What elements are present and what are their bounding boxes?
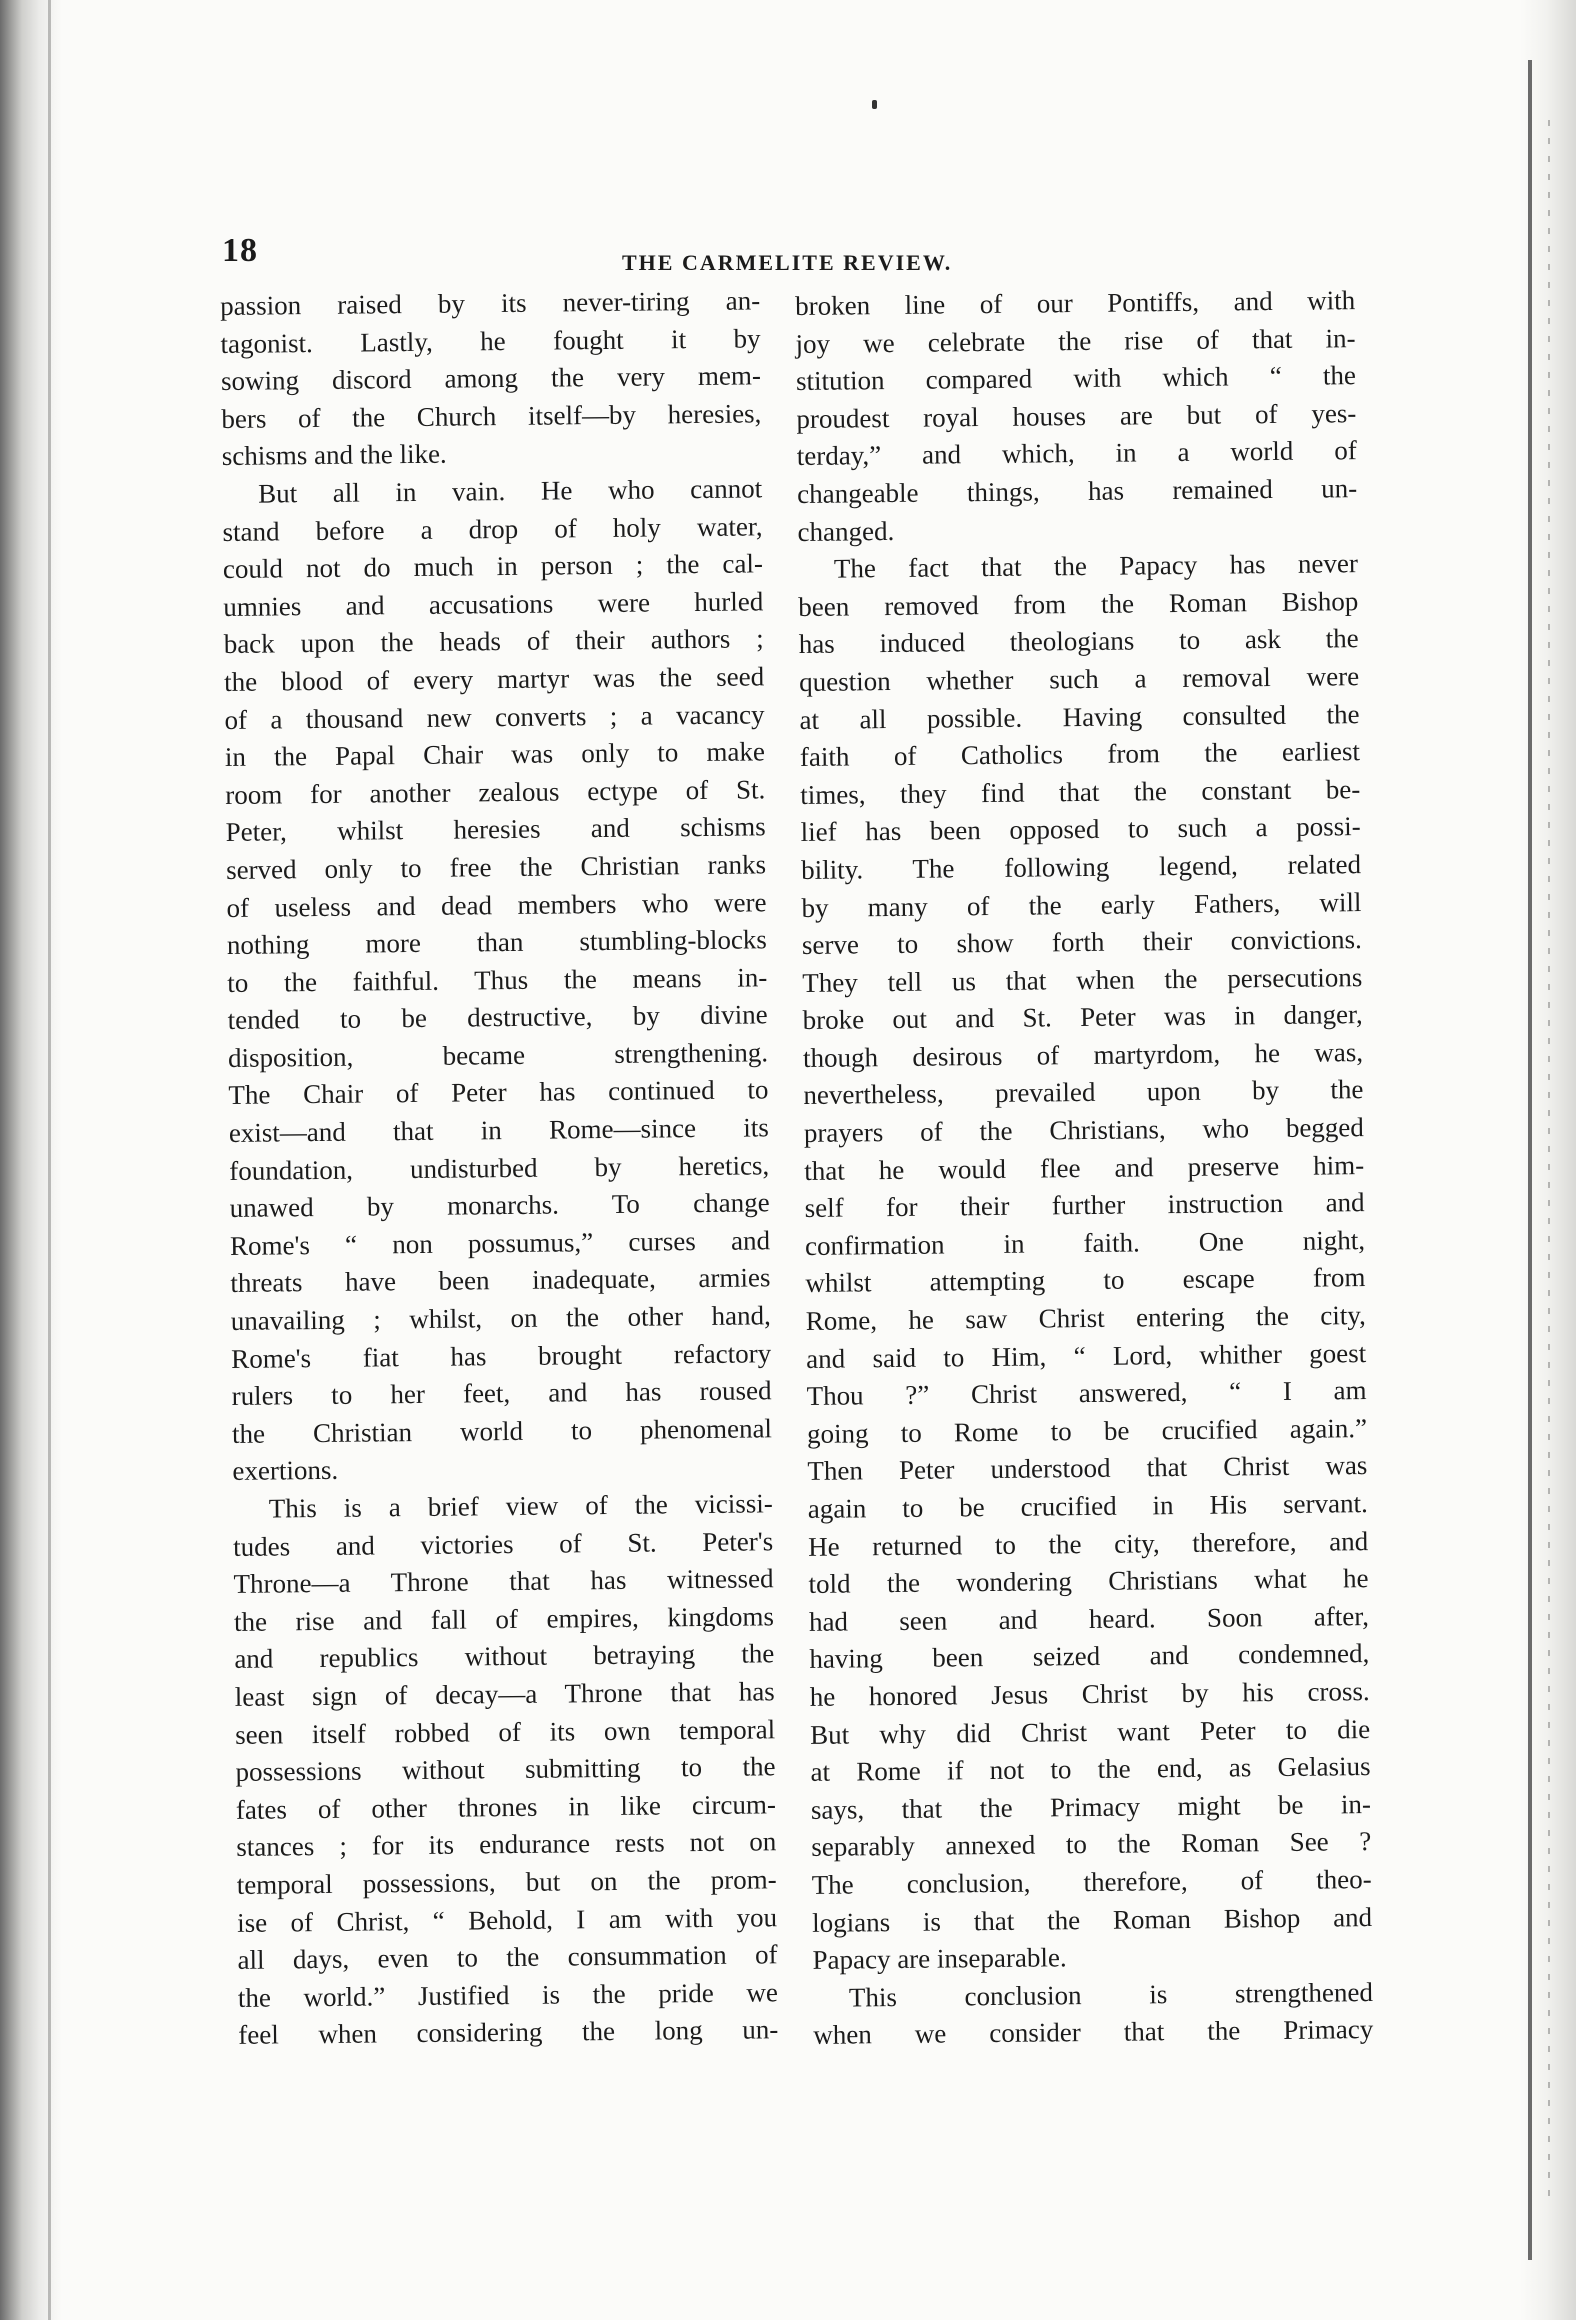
text-line: the blood of every martyr was the seed [223, 661, 765, 697]
text-line: Then Peter understood that Christ was [807, 1450, 1368, 1487]
text-line: prayers of the Christians, who begged [803, 1112, 1364, 1149]
paragraph-start-line: The fact that the Papacy has never [833, 548, 1359, 584]
text-line: of a thousand new converts ; a vacancy [224, 698, 765, 735]
text-line: fates of other thrones in like circum- [235, 1789, 777, 1825]
text-line: when we consider that the Primacy [813, 2014, 1374, 2051]
page-header [222, 232, 1362, 284]
text-line: by many of the early Fathers, will [801, 886, 1362, 923]
ink-speck [872, 100, 877, 109]
text-line: times, they find that the constant be- [800, 773, 1361, 810]
text-line: room for another zealous ectype of St. [225, 774, 766, 810]
text-line: told the wondering Christians what he [808, 1563, 1369, 1600]
text-line: temporal possessions, but on the prom- [236, 1864, 777, 1900]
text-line: tagonist. Lastly, he fought it by [220, 322, 761, 359]
text-line: disposition, became strengthening. [227, 1037, 769, 1073]
text-line: Thou ?” Christ answered, “ I am [806, 1375, 1367, 1412]
text-line: joy we celebrate the rise of that in- [795, 322, 1356, 359]
text-line: feel when considering the long un- [238, 2014, 779, 2051]
text-line: having been seized and condemned, [809, 1638, 1370, 1675]
text-line: lief has been opposed to such a possi- [800, 811, 1361, 848]
text-line: again to be crucified in His servant. [807, 1488, 1368, 1524]
text-line: faith of Catholics from the earliest [799, 736, 1361, 773]
text-line: stand before a drop of holy water, [222, 510, 763, 547]
text-line: the world.” Justified is the pride we [237, 1976, 779, 2013]
page-right-edge [1520, 0, 1576, 2320]
text-line: tudes and victories of St. Peter's [233, 1525, 774, 1562]
text-line: least sign of decay—a Throne that has [234, 1676, 775, 1712]
text-line: unawed by monarchs. To change [229, 1187, 770, 1224]
text-line: stitution compared with which “ the [795, 360, 1357, 397]
text-line: could not do much in person ; the cal- [222, 548, 764, 585]
text-line: the Christian world to phenomenal [231, 1413, 773, 1449]
text-line: question whether such a removal were [798, 661, 1360, 697]
page-binding-edge [0, 0, 62, 2320]
text-line: Rome's fiat has brought refactory [231, 1337, 772, 1374]
text-line: has induced theologians to ask the [798, 623, 1359, 660]
text-line: nevertheless, prevailed upon by the [803, 1074, 1364, 1111]
text-line: schisms and the like. [221, 439, 447, 472]
page-number: 18 [222, 232, 258, 269]
paragraph-start-line: But all in vain. He who cannot [257, 473, 763, 509]
text-line: passion raised by its never-tiring an- [220, 285, 761, 321]
text-line: says, that the Primacy might be in- [810, 1788, 1372, 1825]
text-line: confirmation in faith. One night, [804, 1224, 1366, 1261]
text-line: umnies and accusations were hurled [223, 586, 764, 622]
text-line: Rome, he saw Christ entering the city, [805, 1300, 1366, 1336]
text-line: back upon the heads of their authors ; [223, 623, 764, 660]
text-line: the rise and fall of empires, kingdoms [233, 1601, 775, 1637]
running-title: THE CARMELITE REVIEW. [622, 250, 953, 275]
text-line: been removed from the Roman Bishop [798, 585, 1359, 622]
text-line: nothing more than stumbling-blocks [226, 924, 768, 961]
text-line: though desirous of martyrdom, he was, [802, 1036, 1364, 1073]
text-line: had seen and heard. Soon after, [808, 1600, 1370, 1637]
text-line: whilst attempting to escape from [805, 1262, 1366, 1299]
paragraph-start-line: This conclusion is strengthened [848, 1976, 1374, 2013]
text-line: foundation, undisturbed by heretics, [229, 1149, 770, 1186]
text-line: changed. [797, 515, 895, 547]
text-line: broke out and St. Peter was in danger, [802, 999, 1363, 1036]
text-line: going to Rome to be crucified again.” [806, 1412, 1368, 1449]
text-line: and said to Him, “ Lord, whither goest [806, 1337, 1367, 1374]
right-column [795, 282, 1373, 2055]
text-line: possessions without submitting to the [235, 1751, 776, 1788]
text-line: terday,” and which, in a world of [796, 435, 1357, 472]
text-line: bility. The following legend, related [800, 849, 1362, 885]
text-line: broken line of our Pontiffs, and with [795, 285, 1356, 321]
text-line: and republics without betraying the [234, 1638, 775, 1675]
text-line: Rome's “ non possumus,” curses and [229, 1225, 771, 1261]
text-line: at all possible. Having consulted the [799, 698, 1360, 735]
text-line: exist—and that in Rome—since its [228, 1112, 769, 1149]
text-line: rulers to her feet, and has roused [231, 1375, 772, 1412]
text-line: of useless and dead members who were [226, 886, 767, 923]
text-line: to the faithful. Thus the means in- [227, 961, 768, 998]
text-line: Throne—a Throne that has witnessed [233, 1563, 774, 1600]
text-line: exertions. [232, 1455, 339, 1487]
text-line: all days, even to the consummation of [237, 1939, 778, 1976]
text-line: The Chair of Peter has continued to [228, 1074, 769, 1111]
text-line: But why did Christ want Peter to die [809, 1713, 1371, 1750]
text-line: served only to free the Christian ranks [225, 849, 767, 885]
text-line: at Rome if not to the end, as Gelasius [810, 1751, 1371, 1788]
text-line: he honored Jesus Christ by his cross. [809, 1676, 1370, 1712]
text-line: unavailing ; whilst, on the other hand, [230, 1300, 771, 1336]
text-line: serve to show forth their convictions. [801, 924, 1363, 961]
text-line: separably annexed to the Roman See ? [811, 1826, 1372, 1863]
text-line: proudest royal houses are but of yes- [796, 397, 1357, 434]
paragraph-start-line: This is a brief view of the vicissi- [268, 1488, 773, 1524]
text-line: logians is that the Roman Bishop and [811, 1901, 1373, 1938]
text-line: changeable things, has remained un- [796, 473, 1358, 509]
left-column [220, 282, 778, 2054]
text-line: ise of Christ, “ Behold, I am with you [236, 1901, 778, 1938]
text-line: bers of the Church itself—by heresies, [221, 398, 762, 434]
text-line: Peter, whilst heresies and schisms [225, 811, 766, 848]
text-line: They tell us that when the persecutions [802, 961, 1363, 998]
text-line: The conclusion, therefore, of theo- [811, 1863, 1372, 1900]
text-line: He returned to the city, therefore, and [808, 1525, 1369, 1562]
text-line: seen itself robbed of its own temporal [234, 1713, 776, 1750]
text-line: tended to be destructive, by divine [227, 999, 768, 1036]
text-line: that he would flee and preserve him- [804, 1149, 1365, 1186]
text-line: self for their further instruction and [804, 1187, 1365, 1224]
text-line: in the Papal Chair was only to make [224, 736, 766, 773]
text-line: threats have been inadequate, armies [230, 1262, 771, 1299]
text-line: Papacy are inseparable. [812, 1942, 1067, 1976]
text-line: stances ; for its endurance rests not on [236, 1826, 777, 1863]
text-line: sowing discord among the very mem- [220, 360, 762, 397]
